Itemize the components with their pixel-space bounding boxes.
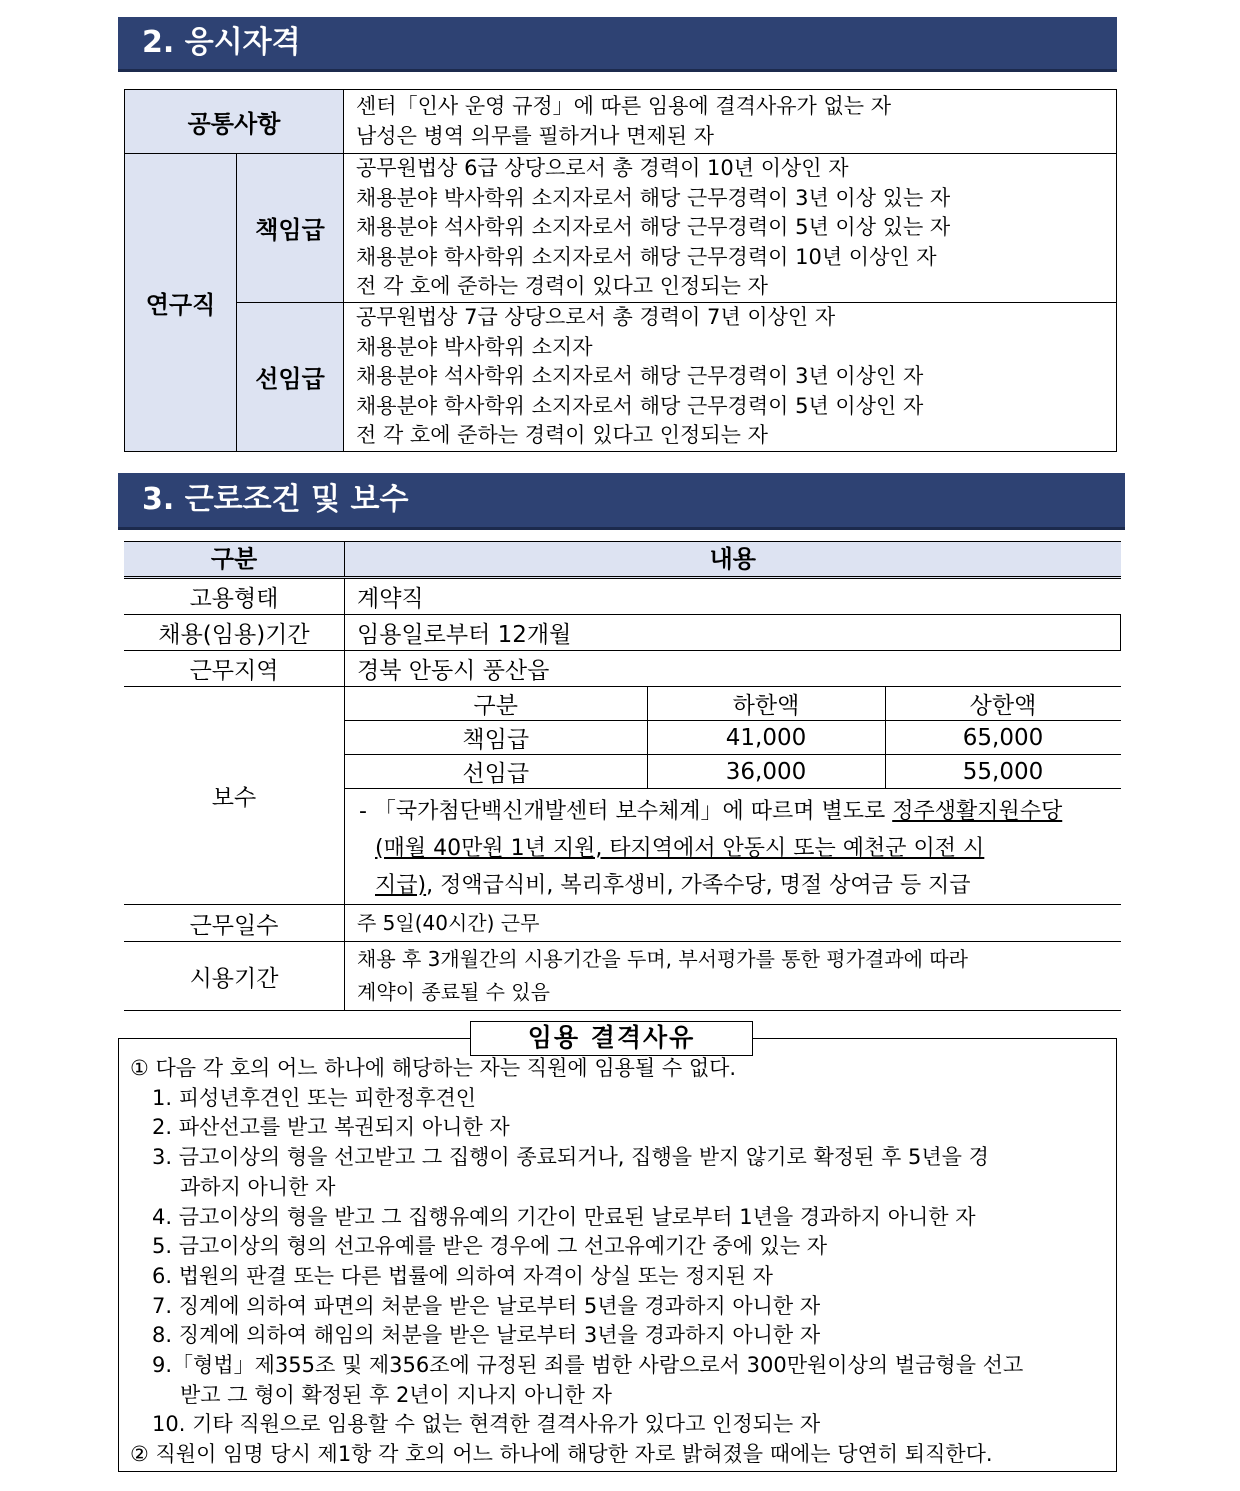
- junior-requirements: [344, 302, 1117, 451]
- pay-col-min: 하한액: [647, 687, 885, 721]
- pay-row-grade: 책임급: [345, 721, 647, 755]
- research-label: 연구직: [125, 154, 237, 452]
- pay-row-min: 36,000: [647, 755, 885, 789]
- pay-note-allowance-detail: (매월 40만원 1년 지원, 타지역에서 안동시 또는 예천군 이전 시: [375, 836, 985, 861]
- header-category: 구분: [124, 542, 345, 578]
- clause-1: ① 다음 각 호의 어느 하나에 해당하는 자는 직원에 임용될 수 없다.: [130, 1056, 737, 1080]
- employment-type-value: 계약직: [345, 578, 1121, 615]
- requirement-line: 전 각 호에 준하는 경력이 있다고 인정되는 자: [356, 423, 768, 448]
- pay-note: [345, 789, 1121, 904]
- section-2-title: 2. 응시자격: [142, 25, 301, 60]
- pay-note-other: , 정액급식비, 복리후생비, 가족수당, 명절 상여금 등 지급: [426, 873, 971, 898]
- period-value: 임용일로부터 12개월: [345, 615, 1121, 651]
- pay-table: [345, 687, 1121, 789]
- clause-2: ② 직원이 임명 당시 제1항 각 호의 어느 하나에 해당한 자로 밝혀졌을 때에는 당연히 퇴직한다.: [130, 1442, 993, 1467]
- probation-value: [345, 942, 1121, 1011]
- list-item-continuation: 과하지 아니한 자: [180, 1174, 336, 1199]
- disqualification-list: [130, 1054, 1110, 1470]
- list-item-continuation: 받고 그 형이 확정된 후 2년이 지나지 아니한 자: [180, 1382, 612, 1407]
- section-3-title: 3. 근로조건 및 보수: [142, 482, 409, 517]
- requirement-line: 채용분야 학사학위 소지자로서 해당 근무경력이 10년 이상인 자: [356, 244, 937, 269]
- requirement-line: 채용분야 박사학위 소지자로서 해당 근무경력이 3년 이상 있는 자: [356, 185, 951, 210]
- list-item: 1. 피성년후견인 또는 피한정후견인: [152, 1085, 477, 1110]
- common-label: 공통사항: [125, 90, 344, 154]
- junior-grade-label: 선임급: [237, 302, 344, 451]
- pay-note-allowance: 정주생활지원수당: [892, 799, 1063, 824]
- workdays-value: 주 5일(40시간) 근무: [345, 905, 1121, 942]
- pay-content: [345, 687, 1121, 905]
- requirement-line: 채용분야 학사학위 소지자로서 해당 근무경력이 5년 이상인 자: [356, 393, 924, 418]
- pay-row-min: 41,000: [647, 721, 885, 755]
- workdays-label: 근무일수: [124, 905, 345, 942]
- pay-note-allowance-end: 지급): [375, 873, 427, 898]
- pay-row-max: 55,000: [885, 755, 1121, 789]
- eligibility-table: [124, 89, 1117, 452]
- list-item: 6. 법원의 판결 또는 다른 법률에 의하여 자격이 상실 또는 정지된 자: [152, 1263, 773, 1288]
- list-item: 7. 징계에 의하여 파면의 처분을 받은 날로부터 5년을 경과하지 아니한 자: [152, 1293, 821, 1318]
- requirement-line: 채용분야 석사학위 소지자로서 해당 근무경력이 5년 이상 있는 자: [356, 215, 951, 240]
- location-label: 근무지역: [124, 651, 345, 687]
- senior-requirements: [344, 154, 1117, 303]
- requirement-line: 센터「인사 운영 규정」에 따른 임용에 결격사유가 없는 자: [356, 93, 892, 118]
- pay-label: 보수: [124, 687, 345, 905]
- pay-row-max: 65,000: [885, 721, 1121, 755]
- header-content: 내용: [345, 542, 1121, 578]
- list-item: 10. 기타 직원으로 임용할 수 없는 현격한 결격사유가 있다고 인정되는 자: [152, 1412, 821, 1437]
- period-label: 채용(임용)기간: [124, 615, 345, 651]
- requirement-line: 공무원법상 6급 상당으로서 총 경력이 10년 이상인 자: [356, 156, 849, 180]
- section-2-header: [118, 17, 1117, 72]
- pay-col-category: 구분: [345, 687, 647, 721]
- list-item: 8. 징계에 의하여 해임의 처분을 받은 날로부터 3년을 경과하지 아니한 자: [152, 1323, 821, 1348]
- probation-line: 계약이 종료될 수 있음: [357, 980, 550, 1004]
- probation-line: 채용 후 3개월간의 시용기간을 두며, 부서평가를 통한 평가결과에 따라: [357, 947, 968, 971]
- probation-label: 시용기간: [124, 942, 345, 1011]
- section-3-header: [118, 473, 1125, 530]
- requirement-line: 공무원법상 7급 상당으로서 총 경력이 7년 이상인 자: [356, 304, 836, 329]
- disqualification-title: 임용 결격사유: [470, 1021, 753, 1056]
- list-item: 9.「형법」제355조 및 제356조에 규정된 죄를 범한 사람으로서 300만원이상의 벌금형을 선고: [152, 1353, 1024, 1378]
- list-item: 4. 금고이상의 형을 받고 그 집행유예의 기간이 만료된 날로부터 1년을 경과하지 아니한 자: [152, 1204, 976, 1229]
- senior-grade-label: 책임급: [237, 154, 344, 303]
- list-item: 3. 금고이상의 형을 선고받고 그 집행이 종료되거나, 집행을 받지 않기로 확정된 후 5년을 경: [152, 1145, 989, 1170]
- conditions-table: [124, 541, 1121, 1011]
- requirement-line: 채용분야 박사학위 소지자: [356, 334, 593, 359]
- pay-col-max: 상한액: [885, 687, 1121, 721]
- requirement-line: 남성은 병역 의무를 필하거나 면제된 자: [356, 123, 714, 148]
- list-item: 5. 금고이상의 형의 선고유예를 받은 경우에 그 선고유예기간 중에 있는 자: [152, 1234, 828, 1259]
- list-item: 2. 파산선고를 받고 복권되지 아니한 자: [152, 1115, 510, 1140]
- pay-row-grade: 선임급: [345, 755, 647, 789]
- employment-type-label: 고용형태: [124, 578, 345, 615]
- pay-note-text: - 「국가첨단백신개발센터 보수체계」에 따르며 별도로: [359, 799, 893, 824]
- common-requirements: [344, 90, 1117, 154]
- requirement-line: 전 각 호에 준하는 경력이 있다고 인정되는 자: [356, 274, 768, 299]
- location-value: 경북 안동시 풍산읍: [345, 651, 1121, 687]
- requirement-line: 채용분야 석사학위 소지자로서 해당 근무경력이 3년 이상인 자: [356, 364, 924, 389]
